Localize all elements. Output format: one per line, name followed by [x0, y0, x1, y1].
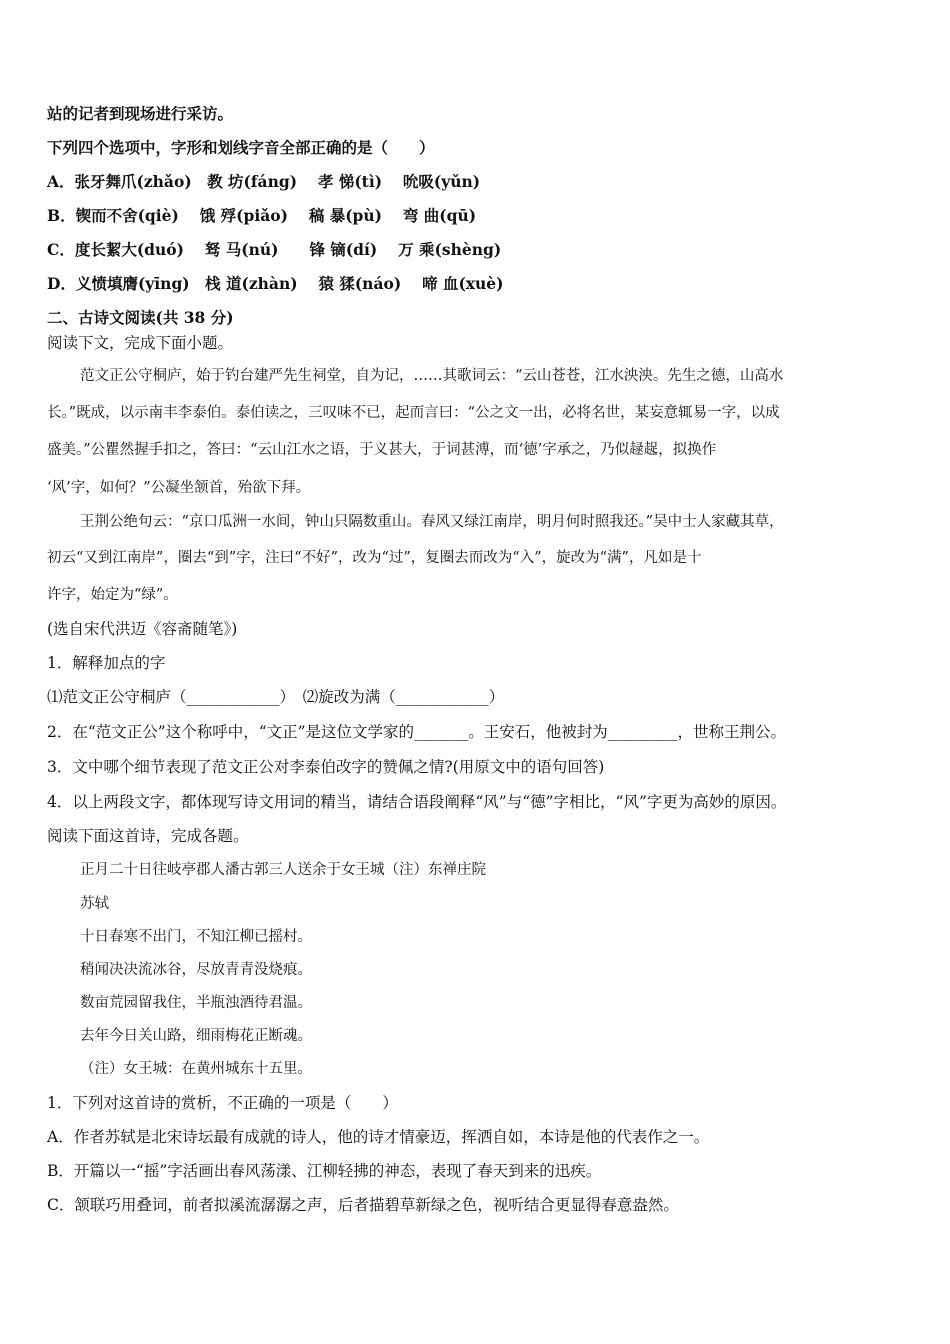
poem-line: 稍闻决决流冰谷，尽放青青没烧痕。: [80, 962, 312, 978]
poem-question: 1．下列对这首诗的赏析，不正确的一项是（ ）: [47, 1094, 398, 1112]
poem-option-c: C．颔联巧用叠词，前者拟溪流潺潺之声，后者描碧草新绿之色，视听结合更显得春意盎然。: [47, 1196, 679, 1214]
poem-title: 正月二十日往岐亭郡人潘古郭三人送余于女王城（注）东禅庄院: [80, 862, 486, 878]
poem-line: 十日春寒不出门，不知江柳已摇村。: [80, 929, 312, 945]
intro-tail: 站的记者到现场进行采访。: [47, 104, 234, 123]
passage-line: 许字，始定为“绿”。: [47, 587, 178, 603]
poem-option-b: B．开篇以一“摇”字活画出春风荡漾、江柳轻拂的神态，表现了春天到来的迅疾。: [47, 1162, 602, 1180]
question-3: 3．文中哪个细节表现了范文正公对李泰伯改字的赞佩之情?(用原文中的语句回答): [47, 758, 605, 776]
poem-author: 苏轼: [80, 896, 109, 912]
poem-line: 数亩荒园留我住，半瓶浊酒待君温。: [80, 995, 312, 1011]
question-2: 2．在“范文正公”这个称呼中，“文正”是这位文学家的_______。王安石，他被封为_________，世称王荆公。: [47, 723, 787, 741]
question-prompt: 下列四个选项中，字形和划线字音全部正确的是（ ）: [47, 138, 435, 157]
section-heading: 二、古诗文阅读(共 38 分): [47, 308, 234, 327]
option-a: A．张牙舞爪(zhǎo) 教 坊(fáng) 孝 悌(tì) 吮吸(yǔn): [47, 172, 481, 191]
option-c: C．度长絜大(duó) 驽 马(nú) 锋 镝(dí) 万 乘(shèng): [47, 240, 502, 259]
reading-instruction: 阅读下文，完成下面小题。: [47, 334, 234, 352]
poem-option-a: A．作者苏轼是北宋诗坛最有成就的诗人，他的诗才情豪迈，挥洒自如，本诗是他的代表作之一。: [47, 1128, 710, 1146]
passage-line: 初云“又到江南岸”，圈去“到”字，注曰“不好”，改为“过”，复圈去而改为“入”，旋改为“满”，凡如是十: [47, 550, 702, 566]
question-1-blanks: ⑴范文正公守桐庐（____________） ⑵旋改为满（____________）: [47, 688, 505, 706]
passage-line: 王荆公绝句云：“京口瓜洲一水间，钟山只隔数重山。春风又绿江南岸，明月何时照我还。”吴中士人家藏其草，: [80, 514, 784, 530]
option-d: D．义愤填膺(yīng) 栈 道(zhàn) 猿 猱(náo) 啼 血(xuè): [47, 274, 504, 293]
question-4: 4．以上两段文字，都体现写诗文用词的精当，请结合语段阐释“风”与“德”字相比，“风”字更为高妙的原因。: [47, 793, 787, 811]
poem-note: （注）女王城：在黄州城东十五里。: [80, 1061, 312, 1077]
option-b: B．锲而不舍(qiè) 饿 殍(piǎo) 稿 暴(pù) 弯 曲(qū): [47, 206, 477, 225]
passage-line: 长。”既成，以示南丰李泰伯。泰伯读之，三叹味不已，起而言曰：“公之文一出，必将名世，某妄意辄易一字，以成: [47, 405, 780, 421]
question-1: 1．解释加点的字: [47, 654, 166, 672]
poem-line: 去年今日关山路，细雨梅花正断魂。: [80, 1028, 312, 1044]
passage-source: (选自宋代洪迈《容斋随笔》): [47, 620, 238, 638]
passage-line: 范文正公守桐庐，始于钓台建严先生祠堂，自为记，……其歌词云：“云山苍苍，江水泱泱。先生之德，山高水: [80, 368, 784, 384]
poem-instruction: 阅读下面这首诗，完成各题。: [47, 827, 249, 845]
passage-line: ‘风’字，如何？”公凝坐颔首，殆欲下拜。: [47, 480, 311, 496]
passage-line: 盛美。”公瞿然握手扣之，答曰：“云山江水之语，于义甚大，于词甚溥，而‘德’字承之，乃似趢趗，拟换作: [47, 442, 717, 458]
